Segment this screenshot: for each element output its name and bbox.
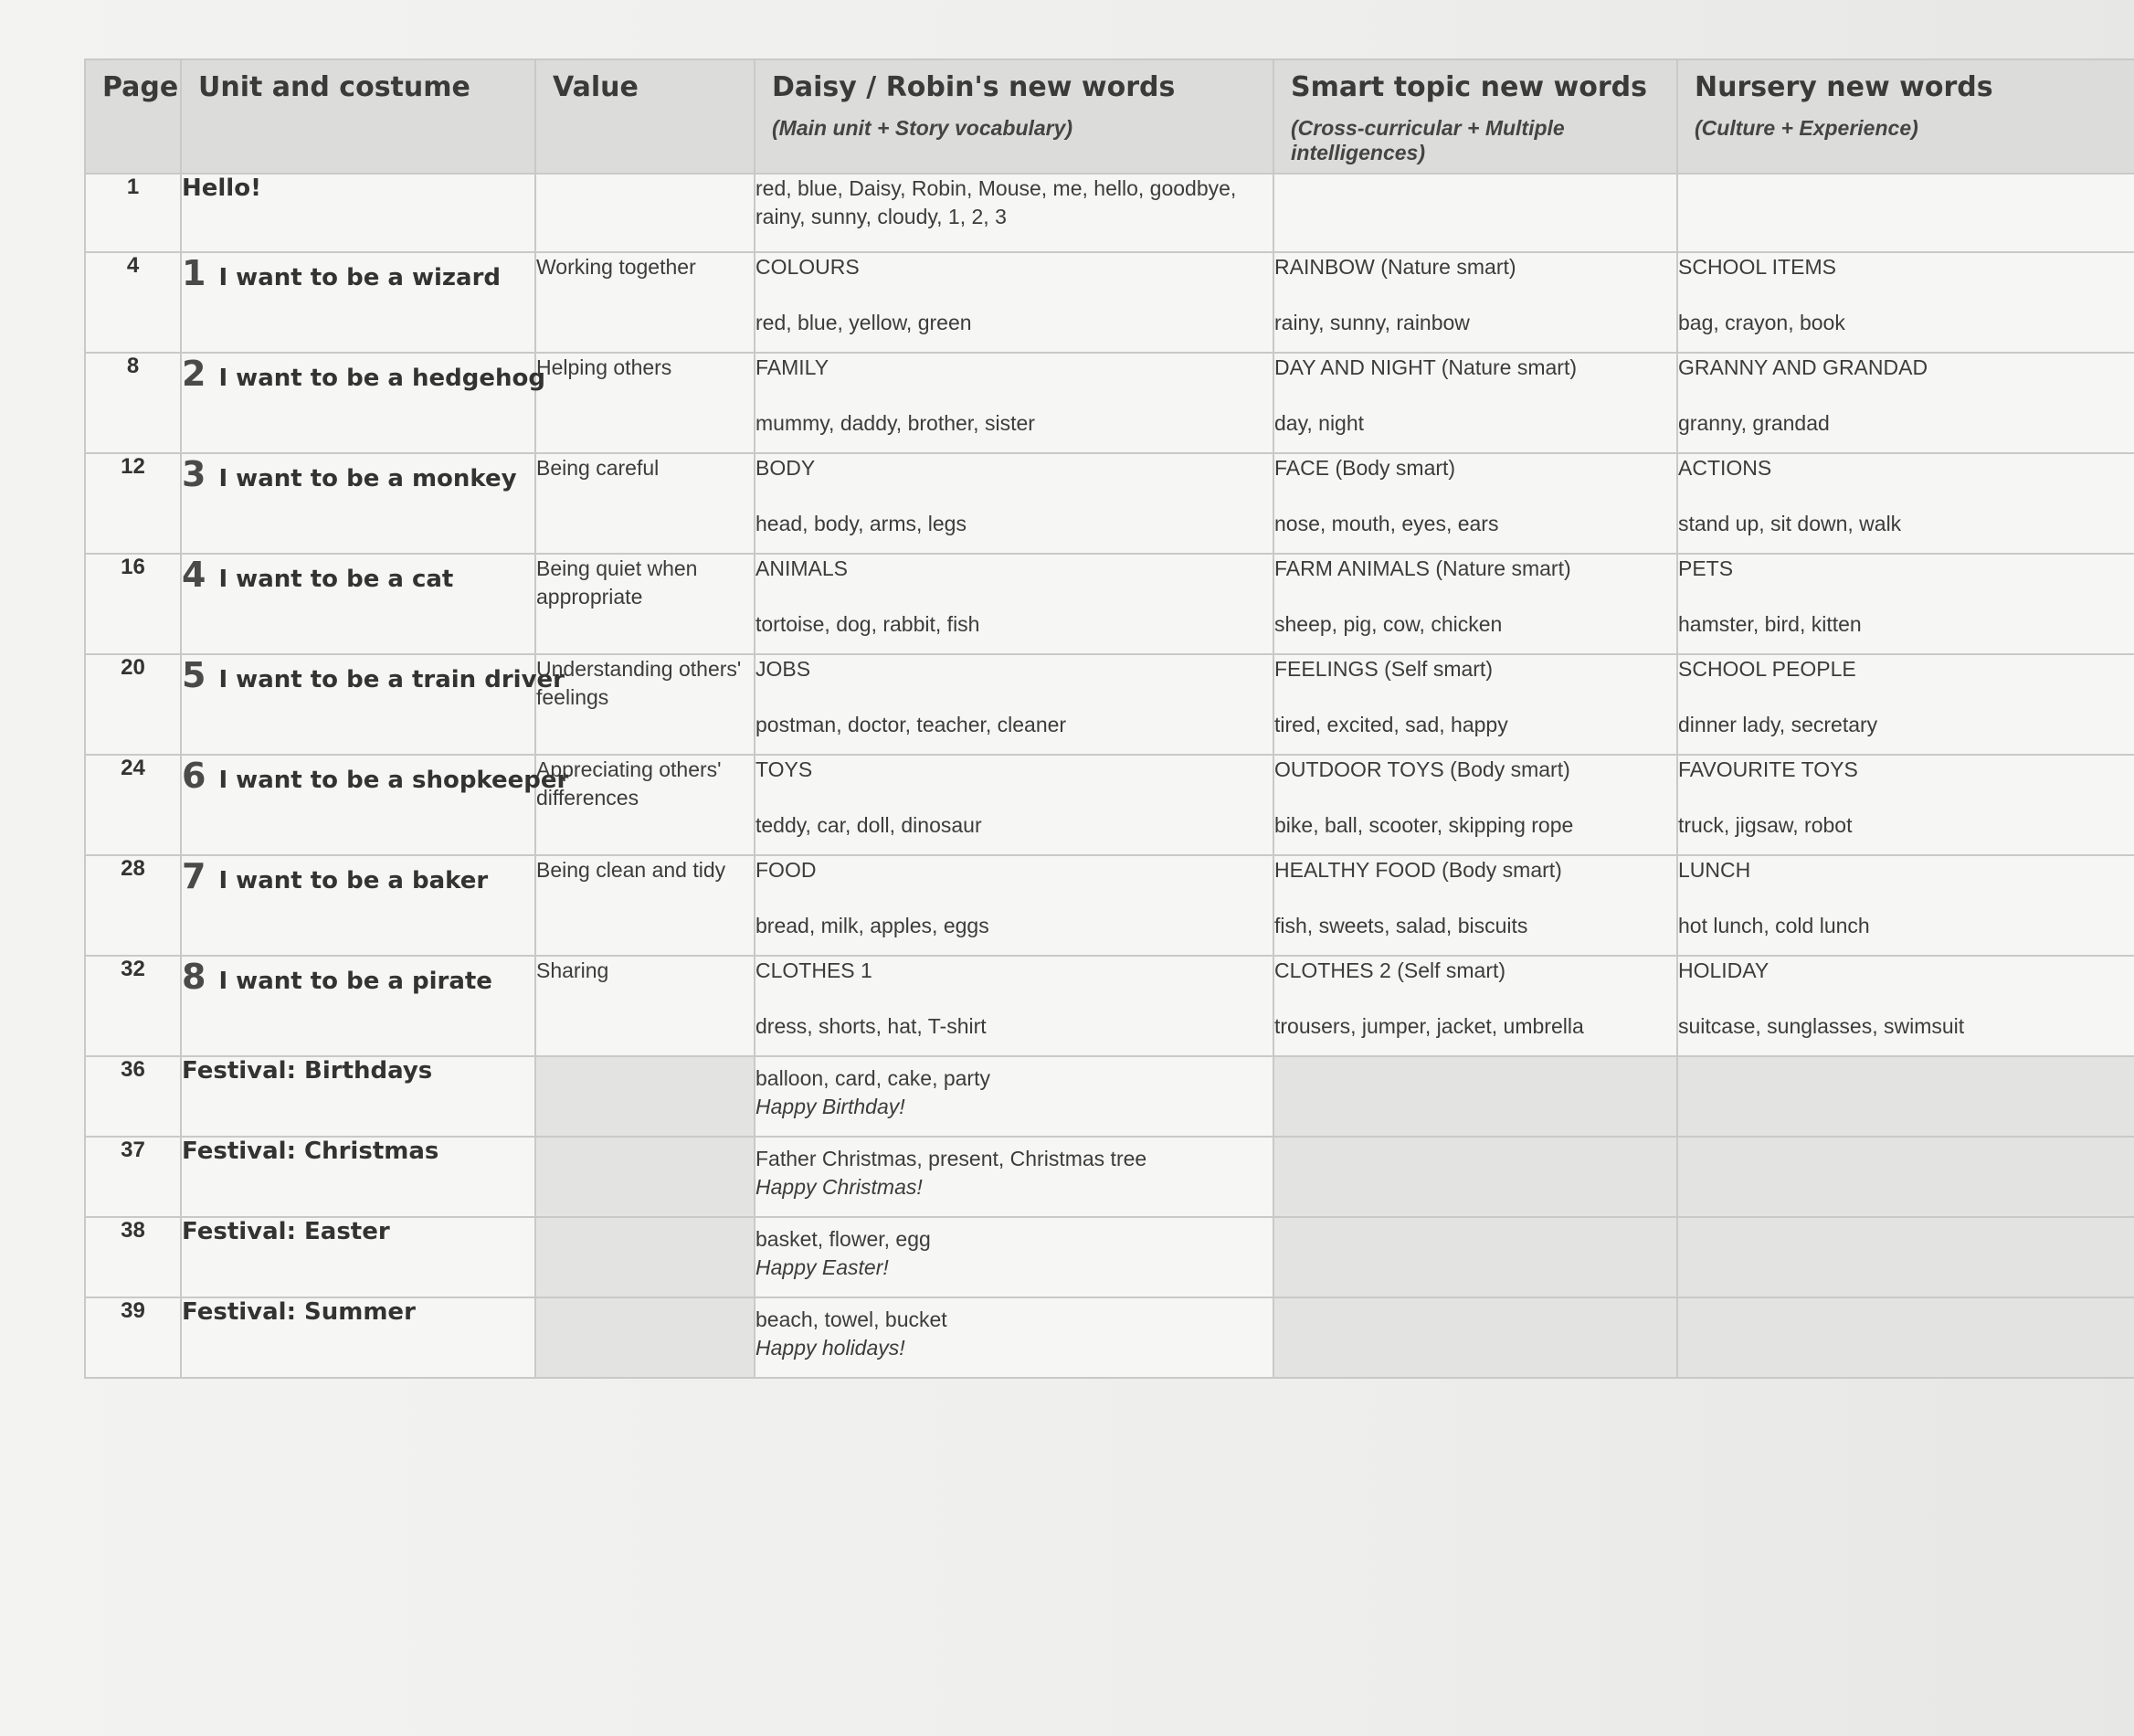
table-row (85, 252, 2134, 353)
value-cell: Appreciating others' differences (535, 755, 755, 855)
nursery-words: ACTIONS stand up, sit down, walk (1677, 453, 2134, 554)
page-number: 24 (85, 755, 181, 855)
unit-number: 1 (182, 253, 206, 293)
header-nursery: Nursery new words (Culture + Experience) (1677, 59, 2134, 174)
page-number: 8 (85, 353, 181, 453)
nursery-words (1677, 1217, 2134, 1297)
nursery-words: FAVOURITE TOYS truck, jigsaw, robot (1677, 755, 2134, 855)
unit-title (181, 453, 535, 554)
smart-words (1273, 1297, 1677, 1378)
table-row (85, 755, 2134, 855)
daisy-words: beach, towel, bucket Happy holidays! (755, 1297, 1273, 1378)
table-row (85, 1217, 2134, 1297)
page-number: 39 (85, 1297, 181, 1378)
table-row (85, 453, 2134, 554)
table-row (85, 654, 2134, 755)
value-cell: Helping others (535, 353, 755, 453)
header-unit: Unit and costume (181, 59, 535, 174)
page-number: 4 (85, 252, 181, 353)
unit-number: 2 (182, 354, 206, 394)
smart-words (1273, 1056, 1677, 1137)
page-number: 36 (85, 1056, 181, 1137)
daisy-words: FOOD bread, milk, apples, eggs (755, 855, 1273, 956)
daisy-words: red, blue, Daisy, Robin, Mouse, me, hello, goodbye, rainy, sunny, cloudy, 1, 2, 3 (755, 174, 1273, 252)
unit-title (181, 956, 535, 1056)
value-cell: Working together (535, 252, 755, 353)
contents-table (84, 58, 2134, 1379)
unit-name: I want to be a baker (218, 867, 489, 894)
festival-title: Festival: Birthdays (181, 1056, 535, 1137)
nursery-words: SCHOOL PEOPLE dinner lady, secretary (1677, 654, 2134, 755)
festival-title: Festival: Christmas (181, 1137, 535, 1217)
smart-words: FARM ANIMALS (Nature smart) sheep, pig, cow, chicken (1273, 554, 1677, 654)
unit-name: I want to be a hedgehog (218, 365, 545, 392)
header-daisy: Daisy / Robin's new words (Main unit + Story vocabulary) (755, 59, 1273, 174)
unit-number: 7 (182, 856, 206, 896)
daisy-words: COLOURS red, blue, yellow, green (755, 252, 1273, 353)
smart-words: HEALTHY FOOD (Body smart) fish, sweets, salad, biscuits (1273, 855, 1677, 956)
unit-name: I want to be a train driver (218, 666, 565, 693)
unit-name: I want to be a wizard (218, 264, 502, 291)
unit-title (181, 353, 545, 453)
value-cell: Sharing (535, 956, 755, 1056)
header-page: Page (85, 59, 181, 174)
unit-name: I want to be a pirate (218, 968, 492, 995)
festival-title: Festival: Easter (181, 1217, 535, 1297)
table-row (85, 1056, 2134, 1137)
value-cell: Being quiet when appropriate (535, 554, 755, 654)
unit-title: Hello! (181, 174, 535, 252)
smart-words: CLOTHES 2 (Self smart) trousers, jumper, jacket, umbrella (1273, 956, 1677, 1056)
unit-title (181, 654, 565, 755)
daisy-words: JOBS postman, doctor, teacher, cleaner (755, 654, 1273, 755)
table-row (85, 1297, 2134, 1378)
smart-words: DAY AND NIGHT (Nature smart) day, night (1273, 353, 1677, 453)
unit-number: 3 (182, 454, 206, 494)
smart-words: RAINBOW (Nature smart) rainy, sunny, rainbow (1273, 252, 1677, 353)
value-cell (535, 174, 755, 252)
daisy-words: BODY head, body, arms, legs (755, 453, 1273, 554)
nursery-words (1677, 1056, 2134, 1137)
page-number: 12 (85, 453, 181, 554)
value-cell: Being careful (535, 453, 755, 554)
value-cell (535, 1297, 755, 1378)
page-number: 32 (85, 956, 181, 1056)
table-row (85, 554, 2134, 654)
festival-title: Festival: Summer (181, 1297, 535, 1378)
nursery-words (1677, 174, 2134, 252)
unit-title (181, 252, 535, 353)
table-row (85, 353, 2134, 453)
page-number: 16 (85, 554, 181, 654)
header-smart: Smart topic new words (Cross-curricular + Multiple intelligences) (1273, 59, 1677, 174)
daisy-words: basket, flower, egg Happy Easter! (755, 1217, 1273, 1297)
nursery-words: PETS hamster, bird, kitten (1677, 554, 2134, 654)
page-number: 1 (85, 174, 181, 252)
daisy-words: ANIMALS tortoise, dog, rabbit, fish (755, 554, 1273, 654)
nursery-words: LUNCH hot lunch, cold lunch (1677, 855, 2134, 956)
nursery-words: SCHOOL ITEMS bag, crayon, book (1677, 252, 2134, 353)
unit-title (181, 855, 535, 956)
nursery-words (1677, 1137, 2134, 1217)
smart-words: FEELINGS (Self smart) tired, excited, sad, happy (1273, 654, 1677, 755)
daisy-words: TOYS teddy, car, doll, dinosaur (755, 755, 1273, 855)
page-number: 28 (85, 855, 181, 956)
smart-words (1273, 1217, 1677, 1297)
unit-name: I want to be a monkey (218, 465, 517, 492)
unit-number: 8 (182, 957, 206, 997)
nursery-words (1677, 1297, 2134, 1378)
unit-title (181, 554, 535, 654)
page-number: 37 (85, 1137, 181, 1217)
nursery-words: GRANNY AND GRANDAD granny, grandad (1677, 353, 2134, 453)
table-row (85, 956, 2134, 1056)
nursery-words: HOLIDAY suitcase, sunglasses, swimsuit (1677, 956, 2134, 1056)
header-row (85, 59, 2134, 174)
value-cell (535, 1137, 755, 1217)
daisy-words: balloon, card, cake, party Happy Birthday! (755, 1056, 1273, 1137)
daisy-words: Father Christmas, present, Christmas tree Happy Christmas! (755, 1137, 1273, 1217)
table-row (85, 174, 2134, 252)
value-cell (535, 1217, 755, 1297)
smart-words (1273, 174, 1677, 252)
header-value: Value (535, 59, 755, 174)
daisy-words: FAMILY mummy, daddy, brother, sister (755, 353, 1273, 453)
unit-number: 5 (182, 655, 206, 695)
unit-number: 4 (182, 555, 206, 595)
unit-number: 6 (182, 756, 206, 796)
value-cell: Understanding others' feelings (535, 654, 755, 755)
table-row (85, 855, 2134, 956)
page-number: 20 (85, 654, 181, 755)
unit-name: I want to be a shopkeeper (218, 767, 569, 794)
table-row (85, 1137, 2134, 1217)
unit-title (181, 755, 569, 855)
smart-words: FACE (Body smart) nose, mouth, eyes, ears (1273, 453, 1677, 554)
value-cell (535, 1056, 755, 1137)
smart-words: OUTDOOR TOYS (Body smart) bike, ball, scooter, skipping rope (1273, 755, 1677, 855)
value-cell: Being clean and tidy (535, 855, 755, 956)
unit-name: I want to be a cat (218, 566, 454, 593)
page-number: 38 (85, 1217, 181, 1297)
smart-words (1273, 1137, 1677, 1217)
daisy-words: CLOTHES 1 dress, shorts, hat, T-shirt (755, 956, 1273, 1056)
